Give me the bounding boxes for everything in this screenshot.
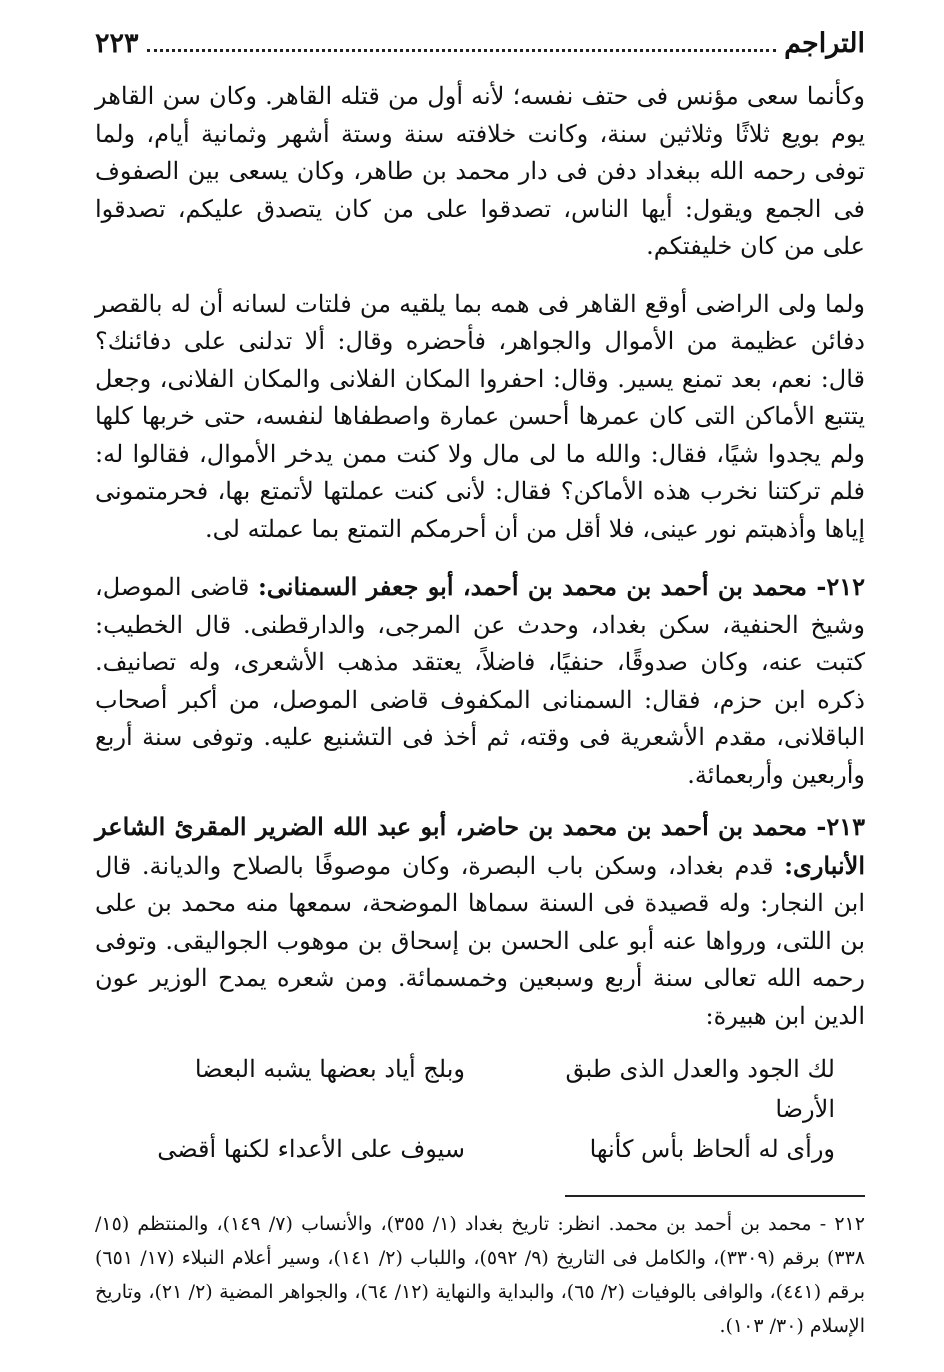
entry-212-body: قاضى الموصل، وشيخ الحنفية، سكن بغداد، وحدث عن المرجى، والدارقطنى. قال الخطيب: كتبت عنه، وكان صدوقًا، حنفيًا، فاضلاً، يعتقد مذهب الأشعرى، وله تصانيف. ذكره ابن حزم، فقال: السمنانى المكفوف قاضى الموصل، من أكبر أصحاب الباقلانى، مقدم الأشعرية فى وقته، ثم أخذ فى التشنيع عليه. وتوفى سنة أربع وأربعين وأربعمائة. [95, 573, 865, 789]
entry-213-body: قدم بغداد، وسكن باب البصرة، وكان موصوفًا بالصلاح والديانة. قال ابن النجار: وله قصيدة فى السنة سماها الموضحة، سمعها منه محمد بن على بن اللتى، ورواها عنه أبو على الحسن بن إسحاق بن موهوب الجواليقى. وتوفى رحمه الله تعالى سنة أربع وسبعين وخمسمائة. ومن شعره يمدح الوزير عون الدين ابن هبيرة: [95, 851, 865, 1030]
verse-hemistich-second: وبلج أياد بعضها يشبه البعضا [194, 1055, 465, 1083]
paragraph-qahir-death: وكأنما سعى مؤنس فى حتف نفسه؛ لأنه أول من قتله القاهر. وكان سن القاهر يوم بويع ثلاثًا وثلاثين سنة، وكانت خلافته سنة وستة أشهر وثمانية أيام، ولما توفى رحمه الله ببغداد دفن فى دار محمد بن طاهر، وكان يسعى بين الصفوف فى الجمع ويقول: أيها الناس، تصدقوا على من كان يتصدق عليكم، تصدقوا على من كان خليفتكم. [95, 82, 865, 260]
footnote-divider [565, 1195, 865, 1197]
footnote-212: ٢١٢ - محمد بن أحمد بن محمد. انظر: تاريخ بغداد (١/ ٣٥٥)، والأنساب (٧/ ١٤٩)، والمنتظم (١٥/ ٣٣٨) برقم (٣٣٠٩)، والكامل فى التاريخ (٩/ ٥٩٢)، واللباب (٢/ ١٤١)، وسير أعلام النبلاء (١٧/ ٦٥١) برقم (٤٤١)، والوافى بالوفيات (٢/ ٦٥)، والبداية والنهاية (١٢/ ٦٤)، والجواهر المضية (٢/ ٢١)، وتاريخ الإسلام (٣٠/ ١٠٣). [95, 1213, 866, 1337]
verse-hemistich-first: لك الجود والعدل الذى طبق الأرضا [565, 1055, 835, 1123]
verse-line [95, 1129, 865, 1169]
verse-hemistich-first: ورأى له ألحاظ بأس كأنها [589, 1135, 835, 1163]
paragraph-radi-treasures: ولما ولى الراضى أوقع القاهر فى همه بما يلقيه من فلتات لسانه أن له بالقصر دفائن عظيمة من الأموال والجواهر، فأحضره وقال: ألا تدلنى على دفائنك؟ قال: نعم، بعد تمنع يسير. وقال: احفروا المكان الفلانى والمكان الفلانى، وجعل يتتبع الأماكن التى كان عمرها أحسن عمارة واصطفاها لنفسه، حتى خربها كلها ولم يجدوا شيًا، فقال: والله ما لى مال ولا كنت ممن يدخر الأموال، فقالوا له: فلم تركتنا نخرب هذه الأماكن؟ فقال: لأنى كنت عملتها لأتمتع بها، فحرمتمونى إياها وأذهبتم نور عينى، فلا أقل من أن أحرمكم التمتع بما عملته لى. [95, 289, 866, 543]
running-head [95, 28, 865, 70]
book-page [95, 28, 865, 1362]
verse-hemistich-second: سيوف على الأعداء لكنها أقضى [157, 1135, 465, 1163]
entry-212 [95, 568, 865, 794]
entry-213-heading: ٢١٣- محمد بن أحمد بن محمد بن حاضر، أبو عبد الله الضرير المقرئ الشاعر الأنبارى: [95, 812, 865, 880]
entry-213 [95, 808, 865, 1035]
page-number: ٢٢٣ [95, 28, 139, 59]
verse-line [95, 1049, 865, 1129]
chapter-title: التراجم [784, 28, 865, 59]
entry-212-heading: ٢١٢- محمد بن أحمد بن محمد بن أحمد، أبو جعفر السمنانى: [257, 572, 865, 601]
leader-dots [147, 49, 777, 52]
poem [95, 1049, 865, 1169]
